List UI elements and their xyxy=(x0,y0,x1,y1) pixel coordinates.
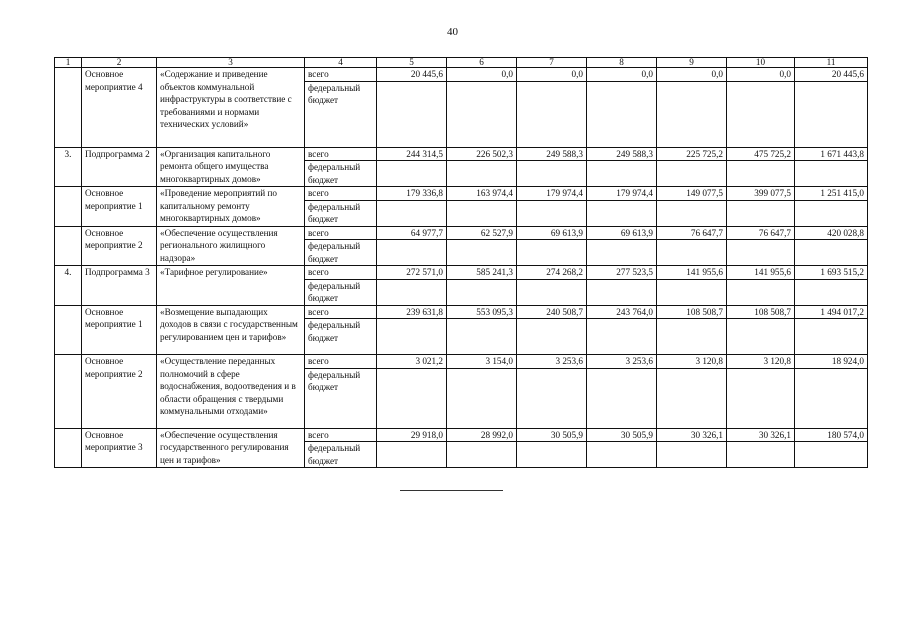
empty-cell xyxy=(727,161,795,187)
row-number xyxy=(55,355,82,429)
value-cell: 225 725,2 xyxy=(657,147,727,161)
row-name: «Осуществление переданных полномочий в сфере водоснабжения, водоотведения и в области обращения с твердыми коммунальными отходами» xyxy=(157,355,305,429)
value-cell: 180 574,0 xyxy=(795,428,868,442)
empty-cell xyxy=(517,161,587,187)
page-number: 40 xyxy=(447,26,458,38)
row-name: «Организация капитального ремонта общего имущества многоквартирных домов» xyxy=(157,147,305,187)
empty-cell xyxy=(447,279,517,305)
value-cell: 18 924,0 xyxy=(795,355,868,369)
empty-cell xyxy=(447,240,517,266)
empty-cell xyxy=(377,279,447,305)
empty-cell xyxy=(727,200,795,226)
value-cell: 69 613,9 xyxy=(587,226,657,240)
funding-federal-label: федеральный бюджет xyxy=(305,442,377,468)
row-number xyxy=(55,428,82,468)
empty-cell xyxy=(587,442,657,468)
funding-total-label: всего xyxy=(305,68,377,82)
value-cell: 3 021,2 xyxy=(377,355,447,369)
value-cell: 76 647,7 xyxy=(727,226,795,240)
value-cell: 0,0 xyxy=(727,68,795,82)
value-cell: 3 154,0 xyxy=(447,355,517,369)
value-cell: 272 571,0 xyxy=(377,266,447,280)
value-cell: 249 588,3 xyxy=(517,147,587,161)
empty-cell xyxy=(727,442,795,468)
empty-cell xyxy=(377,442,447,468)
empty-cell xyxy=(657,368,727,428)
value-cell: 1 494 017,2 xyxy=(795,305,868,319)
column-header: 1 xyxy=(55,58,82,68)
value-cell: 399 077,5 xyxy=(727,187,795,201)
column-header: 6 xyxy=(447,58,517,68)
empty-cell xyxy=(517,368,587,428)
column-header: 5 xyxy=(377,58,447,68)
row-name: «Обеспечение осуществления государственного регулирования цен и тарифов» xyxy=(157,428,305,468)
column-header-row xyxy=(55,58,868,68)
value-cell: 108 508,7 xyxy=(657,305,727,319)
empty-cell xyxy=(447,161,517,187)
value-cell: 1 671 443,8 xyxy=(795,147,868,161)
empty-cell xyxy=(657,200,727,226)
value-cell: 1 693 515,2 xyxy=(795,266,868,280)
table-row xyxy=(55,428,868,442)
value-cell: 179 974,4 xyxy=(587,187,657,201)
funding-federal-label: федеральный бюджет xyxy=(305,161,377,187)
row-name: «Обеспечение осуществления регионального жилищного надзора» xyxy=(157,226,305,266)
row-number xyxy=(55,226,82,266)
table-row xyxy=(55,266,868,280)
table-body xyxy=(55,58,868,468)
funding-federal-label: федеральный бюджет xyxy=(305,319,377,355)
funding-federal-label: федеральный бюджет xyxy=(305,279,377,305)
value-cell: 585 241,3 xyxy=(447,266,517,280)
row-number xyxy=(55,187,82,227)
empty-cell xyxy=(587,81,657,147)
empty-cell xyxy=(587,240,657,266)
funding-total-label: всего xyxy=(305,266,377,280)
value-cell: 3 120,8 xyxy=(657,355,727,369)
value-cell: 30 326,1 xyxy=(657,428,727,442)
value-cell: 244 314,5 xyxy=(377,147,447,161)
empty-cell xyxy=(377,240,447,266)
value-cell: 69 613,9 xyxy=(517,226,587,240)
footer-rule xyxy=(400,490,503,491)
value-cell: 163 974,4 xyxy=(447,187,517,201)
empty-cell xyxy=(587,279,657,305)
value-cell: 0,0 xyxy=(657,68,727,82)
value-cell: 149 077,5 xyxy=(657,187,727,201)
value-cell: 240 508,7 xyxy=(517,305,587,319)
empty-cell xyxy=(377,81,447,147)
value-cell: 1 251 415,0 xyxy=(795,187,868,201)
table-row xyxy=(55,187,868,201)
funding-total-label: всего xyxy=(305,147,377,161)
empty-cell xyxy=(657,279,727,305)
empty-cell xyxy=(447,368,517,428)
value-cell: 30 505,9 xyxy=(587,428,657,442)
empty-cell xyxy=(447,200,517,226)
value-cell: 62 527,9 xyxy=(447,226,517,240)
empty-cell xyxy=(795,368,868,428)
empty-cell xyxy=(657,319,727,355)
value-cell: 226 502,3 xyxy=(447,147,517,161)
row-name: «Содержание и приведение объектов коммунальной инфраструктуры в соответствие с требованиями и нормами технических условий» xyxy=(157,68,305,148)
empty-cell xyxy=(447,319,517,355)
row-kind: Основное мероприятие 2 xyxy=(82,226,157,266)
row-kind: Основное мероприятие 4 xyxy=(82,68,157,148)
empty-cell xyxy=(795,279,868,305)
empty-cell xyxy=(377,161,447,187)
column-header: 8 xyxy=(587,58,657,68)
table-row xyxy=(55,305,868,319)
row-kind: Подпрограмма 3 xyxy=(82,266,157,306)
empty-cell xyxy=(517,81,587,147)
value-cell: 30 505,9 xyxy=(517,428,587,442)
empty-cell xyxy=(377,319,447,355)
empty-cell xyxy=(517,279,587,305)
column-header: 2 xyxy=(82,58,157,68)
empty-cell xyxy=(517,240,587,266)
empty-cell xyxy=(517,200,587,226)
funding-federal-label: федеральный бюджет xyxy=(305,81,377,147)
value-cell: 76 647,7 xyxy=(657,226,727,240)
value-cell: 0,0 xyxy=(587,68,657,82)
row-name: «Тарифное регулирование» xyxy=(157,266,305,306)
value-cell: 249 588,3 xyxy=(587,147,657,161)
row-name: «Проведение мероприятий по капитальному ремонту многоквартирных домов» xyxy=(157,187,305,227)
value-cell: 179 336,8 xyxy=(377,187,447,201)
funding-total-label: всего xyxy=(305,187,377,201)
funding-federal-label: федеральный бюджет xyxy=(305,240,377,266)
empty-cell xyxy=(657,240,727,266)
value-cell: 108 508,7 xyxy=(727,305,795,319)
column-header: 7 xyxy=(517,58,587,68)
empty-cell xyxy=(727,319,795,355)
empty-cell xyxy=(587,200,657,226)
empty-cell xyxy=(795,240,868,266)
value-cell: 553 095,3 xyxy=(447,305,517,319)
value-cell: 277 523,5 xyxy=(587,266,657,280)
empty-cell xyxy=(587,319,657,355)
value-cell: 141 955,6 xyxy=(657,266,727,280)
empty-cell xyxy=(377,200,447,226)
empty-cell xyxy=(447,442,517,468)
value-cell: 64 977,7 xyxy=(377,226,447,240)
empty-cell xyxy=(657,442,727,468)
empty-cell xyxy=(657,81,727,147)
row-kind: Основное мероприятие 2 xyxy=(82,355,157,429)
value-cell: 239 631,8 xyxy=(377,305,447,319)
empty-cell xyxy=(795,442,868,468)
empty-cell xyxy=(517,319,587,355)
empty-cell xyxy=(727,81,795,147)
value-cell: 243 764,0 xyxy=(587,305,657,319)
empty-cell xyxy=(727,368,795,428)
value-cell: 179 974,4 xyxy=(517,187,587,201)
row-kind: Подпрограмма 2 xyxy=(82,147,157,187)
column-header: 10 xyxy=(727,58,795,68)
column-header: 4 xyxy=(305,58,377,68)
table-row xyxy=(55,147,868,161)
table-row xyxy=(55,355,868,369)
funding-total-label: всего xyxy=(305,226,377,240)
empty-cell xyxy=(795,200,868,226)
row-name: «Возмещение выпадающих доходов в связи с государственным регулированием цен и тарифов» xyxy=(157,305,305,355)
value-cell: 20 445,6 xyxy=(377,68,447,82)
value-cell: 420 028,8 xyxy=(795,226,868,240)
funding-total-label: всего xyxy=(305,305,377,319)
column-header: 11 xyxy=(795,58,868,68)
value-cell: 3 253,6 xyxy=(587,355,657,369)
row-number: 3. xyxy=(55,147,82,187)
empty-cell xyxy=(727,279,795,305)
value-cell: 28 992,0 xyxy=(447,428,517,442)
table-row xyxy=(55,68,868,82)
value-cell: 274 268,2 xyxy=(517,266,587,280)
row-kind: Основное мероприятие 1 xyxy=(82,187,157,227)
column-header: 3 xyxy=(157,58,305,68)
empty-cell xyxy=(657,161,727,187)
row-number xyxy=(55,68,82,148)
empty-cell xyxy=(377,368,447,428)
value-cell: 30 326,1 xyxy=(727,428,795,442)
column-header: 9 xyxy=(657,58,727,68)
value-cell: 0,0 xyxy=(517,68,587,82)
empty-cell xyxy=(447,81,517,147)
value-cell: 20 445,6 xyxy=(795,68,868,82)
value-cell: 0,0 xyxy=(447,68,517,82)
table-row xyxy=(55,226,868,240)
funding-federal-label: федеральный бюджет xyxy=(305,200,377,226)
empty-cell xyxy=(517,442,587,468)
budget-table xyxy=(54,57,868,468)
value-cell: 3 120,8 xyxy=(727,355,795,369)
empty-cell xyxy=(795,319,868,355)
row-number: 4. xyxy=(55,266,82,306)
empty-cell xyxy=(795,81,868,147)
value-cell: 475 725,2 xyxy=(727,147,795,161)
row-kind: Основное мероприятие 3 xyxy=(82,428,157,468)
value-cell: 29 918,0 xyxy=(377,428,447,442)
empty-cell xyxy=(587,368,657,428)
value-cell: 3 253,6 xyxy=(517,355,587,369)
value-cell: 141 955,6 xyxy=(727,266,795,280)
funding-federal-label: федеральный бюджет xyxy=(305,368,377,428)
empty-cell xyxy=(727,240,795,266)
row-kind: Основное мероприятие 1 xyxy=(82,305,157,355)
empty-cell xyxy=(795,161,868,187)
empty-cell xyxy=(587,161,657,187)
funding-total-label: всего xyxy=(305,355,377,369)
funding-total-label: всего xyxy=(305,428,377,442)
row-number xyxy=(55,305,82,355)
